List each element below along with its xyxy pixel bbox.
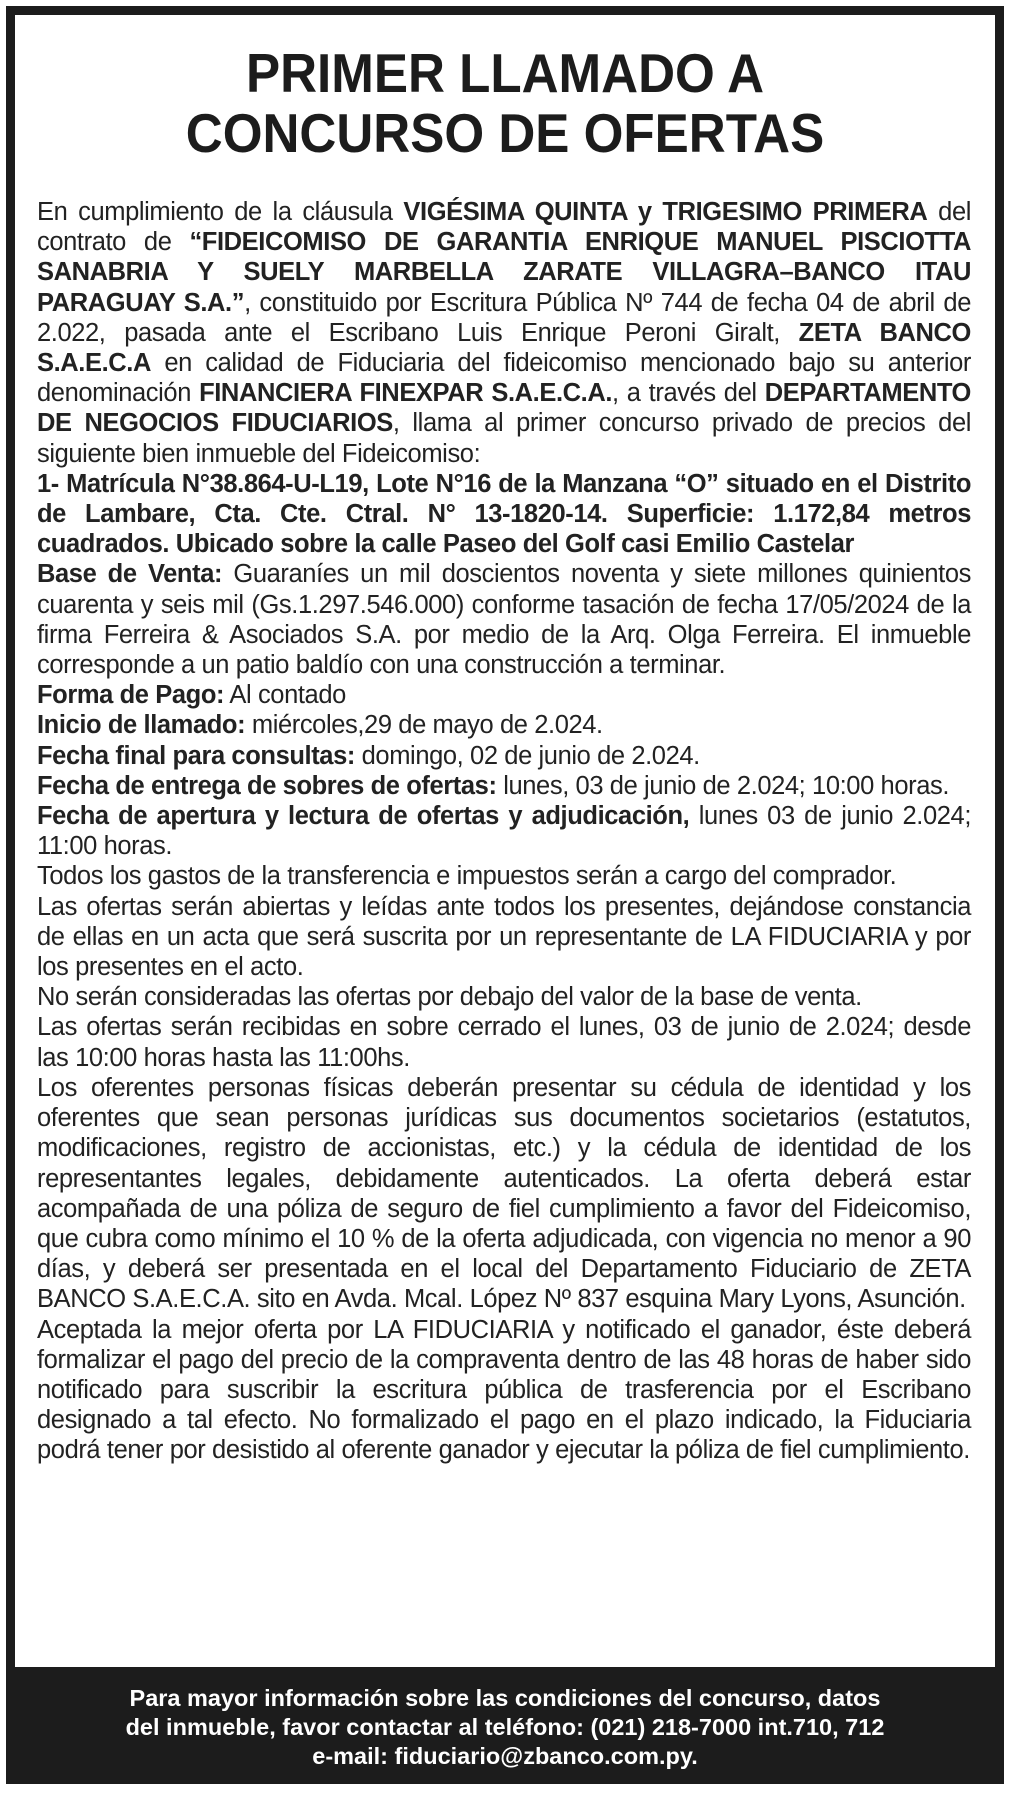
fecha-entrega xyxy=(37,771,971,801)
inicio-text: miércoles,29 de mayo de 2.024. xyxy=(245,711,603,740)
notice-body xyxy=(15,15,995,1667)
intro-text: , a través del xyxy=(612,379,765,408)
clause-reference: VIGÉSIMA QUINTA y TRIGESIMO PRIMERA xyxy=(403,198,928,226)
notice-title xyxy=(49,43,960,163)
footer-email: e-mail: fiduciario@zbanco.com.py. xyxy=(312,1743,698,1769)
intro-paragraph xyxy=(37,197,971,469)
former-name: FINANCIERA FINEXPAR S.A.E.C.A. xyxy=(199,379,613,408)
paragraph-apertura-ofertas: Las ofertas serán abiertas y leídas ante todos los presentes, dejándose constancia de ellas en un acta que será suscrita por un representante de LA FIDUCIARIA y por los presentes en el acto. xyxy=(37,892,971,982)
fiduciary-name: ZETA BANCO S.A.E.C.A xyxy=(37,318,971,378)
fecha-apertura-text: lunes 03 de junio 2.024; 11:00 horas. xyxy=(37,802,972,861)
trust-name: “FIDEICOMISO DE GARANTIA ENRIQUE MANUEL PISCIOTTA SANABRIA Y SUELY MARBELLA ZARATE VILLAGRA–BANCO ITAU PARAGUAY S.A.” xyxy=(37,228,971,317)
notice-text xyxy=(37,197,971,1466)
intro-text: En cumplimiento de la cláusula xyxy=(37,198,404,226)
footer-line-2: del inmueble, favor contactar al teléfono: (021) 218-7000 int.710, 712 xyxy=(125,1714,885,1740)
base-venta-text: Guaraníes un mil doscientos noventa y siete millones quinientos cuarenta y seis mil (Gs.1.297.546.000) conforme tasación de fecha 17/05/2024 de la firma Ferreira & Asociados S.A. por medio de la Arq. Olga Ferreira. El inmueble corresponde a un patio baldío con una construcción a terminar. xyxy=(37,560,971,680)
fecha-apertura xyxy=(37,801,971,861)
intro-text: , constituido por Escritura Pública Nº 744 de fecha 04 de abril de 2.022, pasada ante el Escribano Luis Enrique Peroni Giralt, xyxy=(37,288,971,347)
property-description: 1- Matrícula N°38.864-U-L19, Lote N°16 de la Manzana “O” situado en el Distrito de Lambare, Cta. Cte. Ctral. N° 13-1820-14. Superficie: 1.172,84 metros cuadrados. Ubicado sobre la calle Paseo del Golf casi Emilio Castelar xyxy=(37,469,971,559)
paragraph-requisitos: Los oferentes personas físicas deberán presentar su cédula de identidad y los oferentes que sean personas jurídicas sus documentos societarios (estatutos, modificaciones, registro de accionistas, etc.) y la cédula de identidad de los representantes legales, debidamente autenticados. La oferta deberá estar acompañada de una póliza de seguro de fiel cumplimiento a favor del Fideicomiso, que cubra como mínimo el 10 % de la oferta adjudicada, con vigencia no menor a 90 días, y deberá ser presentada en el local del Departamento Fiduciario de ZETA BANCO S.A.E.C.A. sito en Avda. Mcal. López Nº 837 esquina Mary Lyons, Asunción. xyxy=(37,1073,971,1314)
department-name: DEPARTAMENTO DE NEGOCIOS FIDUCIARIOS xyxy=(37,379,971,438)
base-venta xyxy=(37,559,971,680)
fecha-entrega-label: Fecha de entrega de sobres de ofertas: xyxy=(37,771,497,800)
fecha-entrega-text: lunes, 03 de junio de 2.024; 10:00 horas. xyxy=(496,771,950,800)
fecha-apertura-label: Fecha de apertura y lectura de ofertas y adjudicación, xyxy=(37,802,690,831)
contact-footer xyxy=(6,1671,1004,1784)
intro-text: en calidad de Fiduciaria del fideicomiso mencionado bajo su anterior denominación xyxy=(37,349,971,408)
forma-pago-label: Forma de Pago: xyxy=(37,681,225,710)
notice-frame xyxy=(6,6,1004,1784)
inicio-label: Inicio de llamado: xyxy=(37,711,246,740)
title-line-1: PRIMER LLAMADO A xyxy=(245,42,765,104)
intro-text: , llama al primer concurso privado de precios del siguiente bien inmueble del Fideicomiso: xyxy=(37,409,971,468)
fecha-consultas-text: domingo, 02 de junio de 2.024. xyxy=(354,741,700,770)
forma-pago xyxy=(37,680,971,710)
title-line-2: CONCURSO DE OFERTAS xyxy=(185,102,825,164)
intro-text: del contrato de xyxy=(37,198,971,257)
paragraph-base-venta: No serán consideradas las ofertas por debajo del valor de la base de venta. xyxy=(37,983,862,1012)
inicio-llamado xyxy=(37,710,971,740)
paragraph-gastos: Todos los gastos de la transferencia e impuestos serán a cargo del comprador. xyxy=(37,862,897,891)
base-venta-label: Base de Venta: xyxy=(37,560,223,589)
fecha-consultas-label: Fecha final para consultas: xyxy=(37,741,355,770)
paragraph-adjudicacion: Aceptada la mejor oferta por LA FIDUCIARIA y notificado el ganador, éste deberá formalizar el pago del precio de la compraventa dentro de las 48 horas de haber sido notificado para suscribir la escritura pública de trasferencia por el Escribano designado a tal efecto. No formalizado el pago en el plazo indicado, la Fiduciaria podrá tener por desistido al oferente ganador y ejecutar la póliza de fiel cumplimiento. xyxy=(37,1315,971,1465)
forma-pago-text: Al contado xyxy=(224,681,346,710)
fecha-consultas xyxy=(37,741,971,771)
paragraph-recepcion: Las ofertas serán recibidas en sobre cerrado el lunes, 03 de junio de 2.024; desde las 10:00 horas hasta las 11:00hs. xyxy=(37,1013,971,1072)
footer-line-1: Para mayor información sobre las condiciones del concurso, datos xyxy=(129,1685,881,1711)
